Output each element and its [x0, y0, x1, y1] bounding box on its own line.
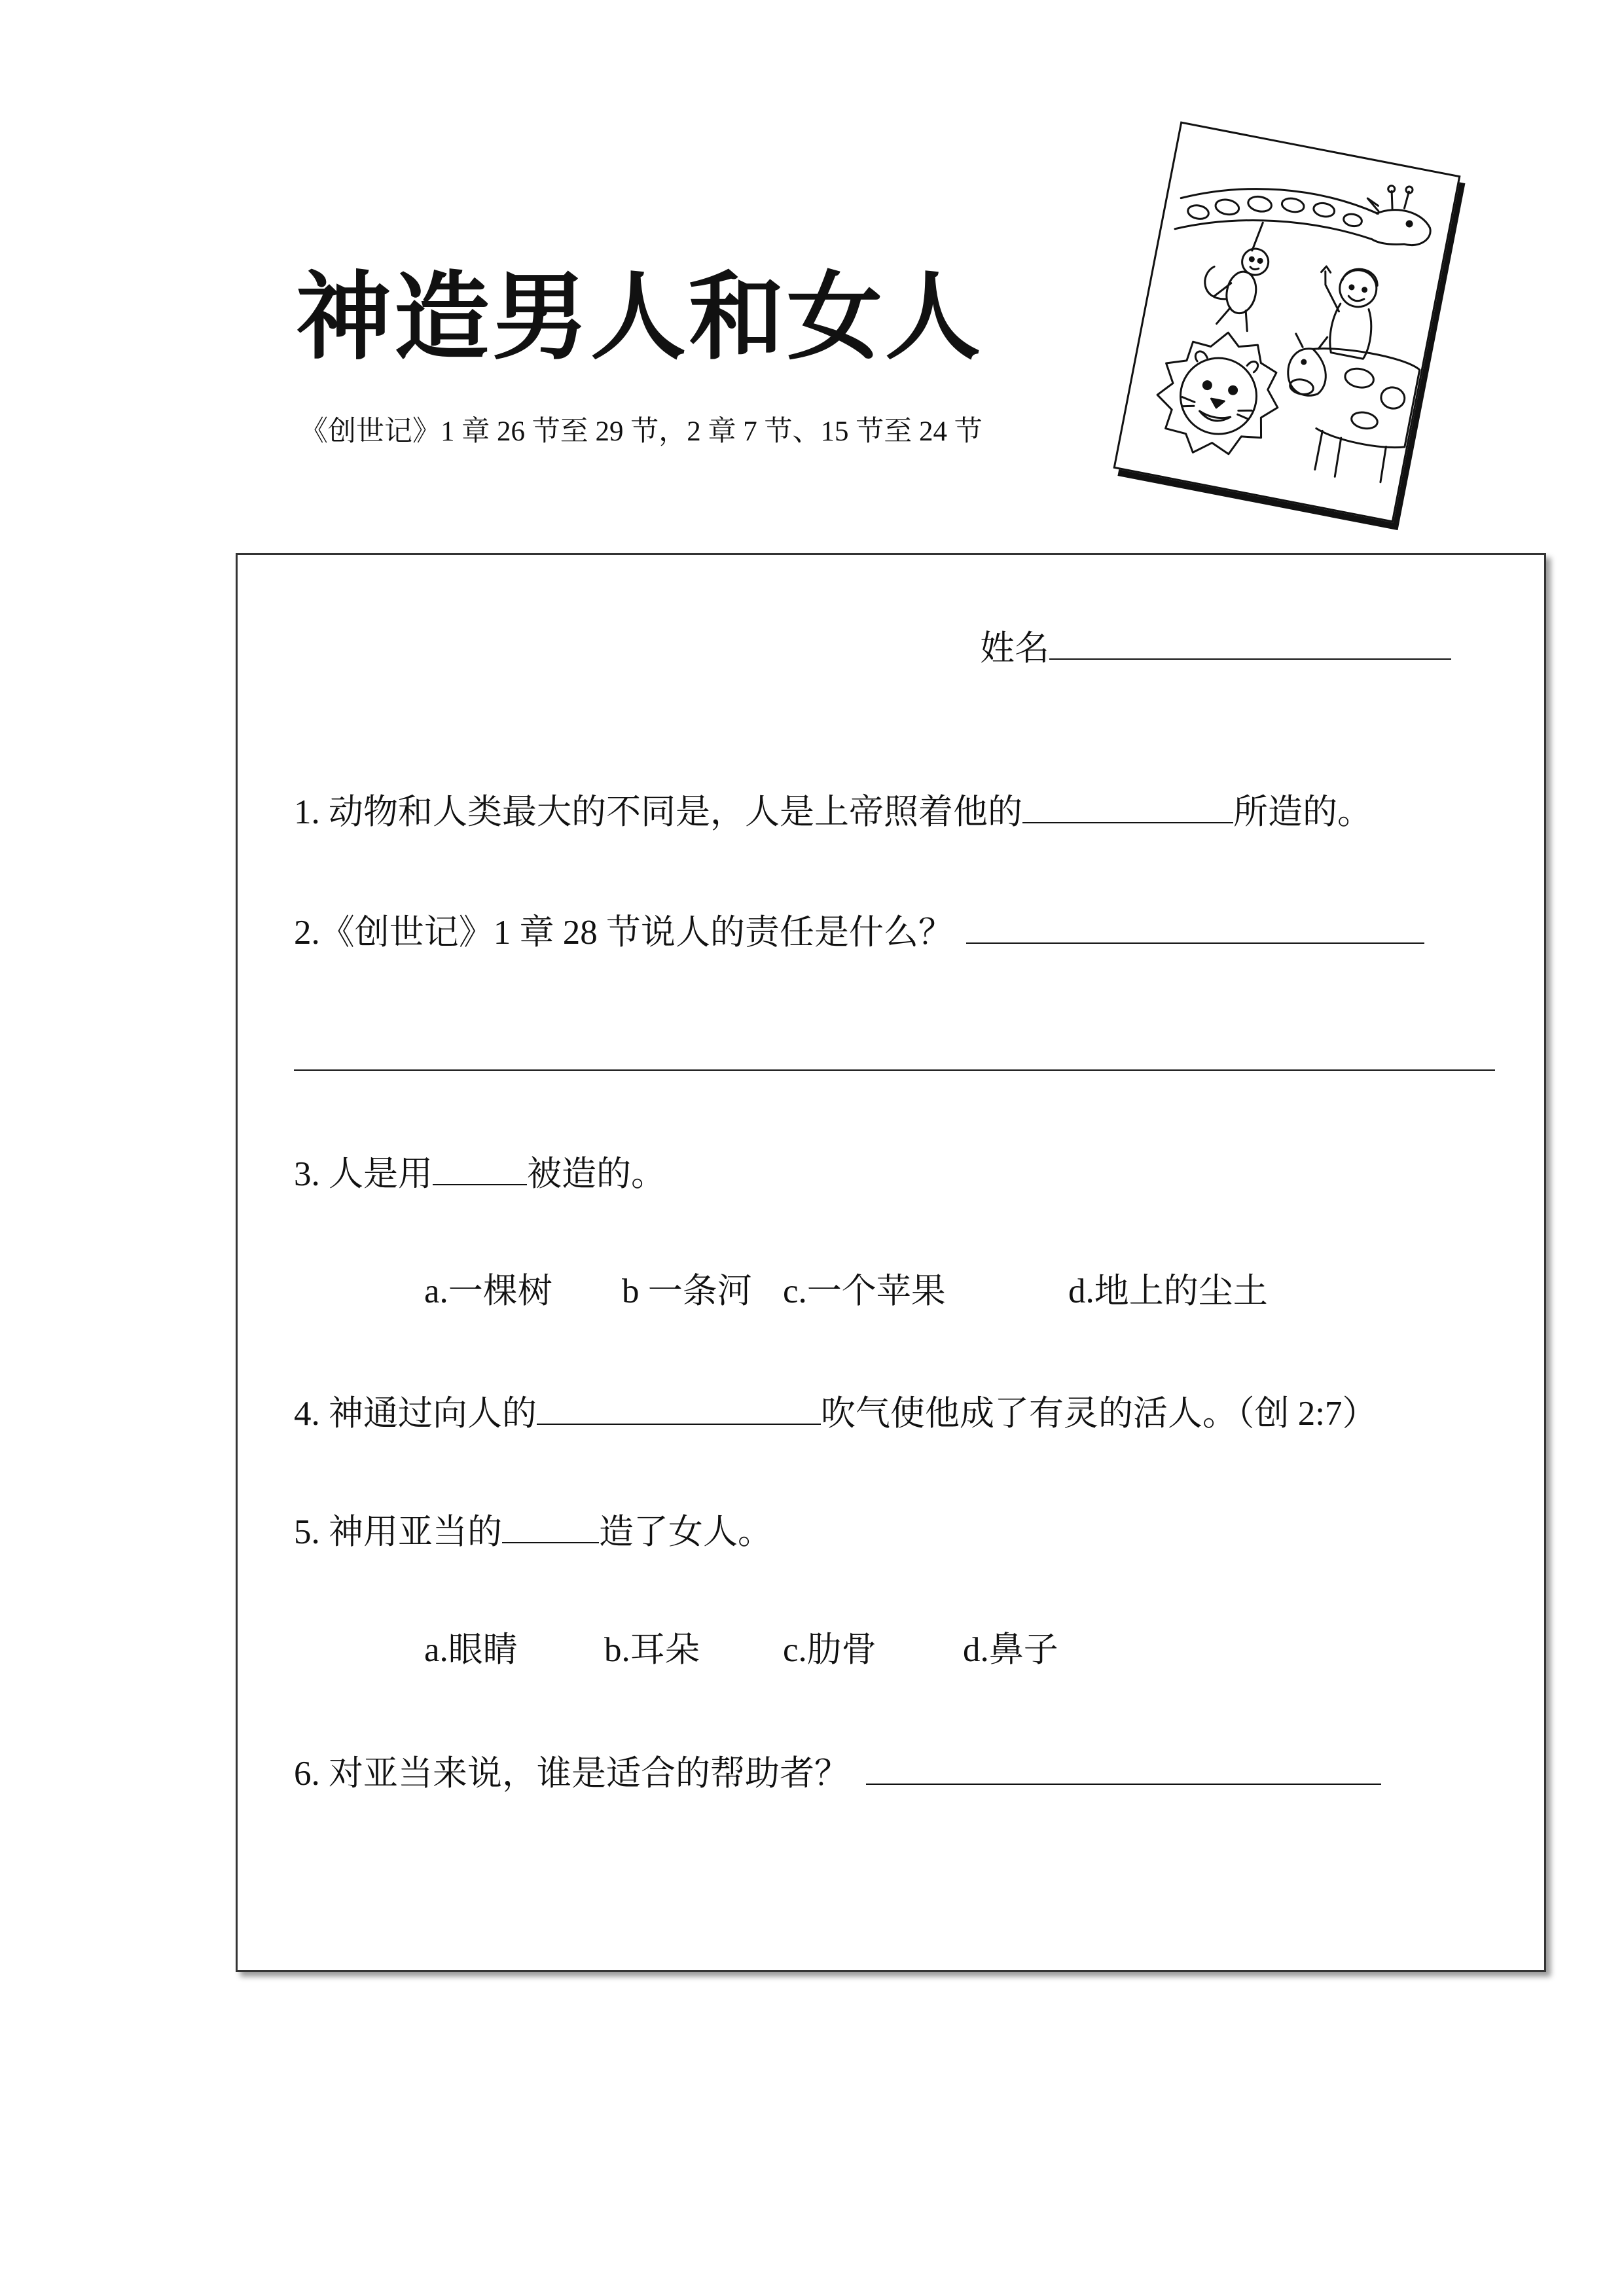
question-1-suffix: 所造的。: [1233, 793, 1372, 831]
question-3-text: 3. 人是用: [294, 1155, 433, 1193]
question-3-option-a: a.一棵树: [424, 1272, 552, 1310]
question-4-suffix: 吹气使他成了有灵的活人。（创 2:7）: [821, 1395, 1377, 1433]
name-row: [980, 622, 1451, 674]
lion-face: [1174, 351, 1263, 440]
page-title: 神造男人和女人: [296, 261, 983, 373]
question-3-suffix: 被造的。: [527, 1155, 666, 1193]
name-label: 姓名: [980, 630, 1049, 668]
giraffe-spot: [1214, 198, 1240, 216]
question-5-option-d: d.鼻子: [963, 1631, 1058, 1669]
giraffe-spot: [1343, 213, 1363, 228]
question-5-options: [0, 1624, 1624, 1676]
man-hand: [1322, 266, 1332, 274]
lion-nose: [1210, 399, 1224, 409]
question-1-text: 1. 动物和人类最大的不同是，人是上帝照着他的: [294, 793, 1022, 831]
cow-eye: [1301, 360, 1306, 365]
lion-mane: [1148, 321, 1290, 467]
question-5: [294, 1505, 772, 1558]
monkey-eye: [1258, 259, 1263, 263]
question-5-option-a: a.眼睛: [424, 1631, 518, 1669]
man-hair: [1343, 266, 1380, 287]
monkey: [1197, 214, 1276, 332]
lion: [1148, 321, 1290, 467]
question-3: [294, 1147, 666, 1200]
cow-head: [1284, 345, 1331, 398]
question-3-option-d: d.地上的尘土: [1068, 1272, 1268, 1310]
man-raised-arm: [1318, 272, 1346, 312]
question-2-answer-line[interactable]: [294, 1069, 1495, 1071]
cow-spot: [1379, 386, 1406, 410]
cow-spot: [1350, 410, 1379, 431]
giraffe-spot: [1312, 202, 1335, 219]
cow-leg: [1314, 431, 1388, 485]
giraffe-neck-bottom: [1175, 199, 1372, 266]
giraffe-spot: [1187, 204, 1210, 221]
giraffe-eye: [1406, 221, 1412, 226]
question-1-blank[interactable]: [1022, 785, 1233, 823]
question-6: [294, 1747, 1381, 1799]
question-5-option-b: b.耳朵: [604, 1631, 700, 1669]
man-eye: [1362, 287, 1367, 292]
giraffe-spot: [1281, 196, 1305, 213]
question-6-text: 6. 对亚当来说，谁是适合的帮助者？: [294, 1755, 849, 1793]
question-1: [294, 785, 1372, 838]
giraffe-ossicone-tip: [1388, 185, 1396, 193]
giraffe: [1175, 144, 1438, 277]
question-5-suffix: 造了女人。: [599, 1513, 772, 1551]
monkey-leg: [1216, 306, 1251, 331]
lion-eye: [1229, 386, 1238, 395]
giraffe-spot: [1247, 195, 1273, 213]
question-6-blank[interactable]: [866, 1747, 1381, 1785]
giraffe-head: [1371, 206, 1434, 251]
question-4-blank[interactable]: [537, 1387, 821, 1425]
giraffe-ossicone-tip: [1405, 186, 1413, 194]
scripture-reference: 《创世记》1 章 26 节至 29 节，2 章 7 节、15 节至 24 节: [300, 416, 983, 447]
question-3-option-c: c.一个苹果: [783, 1272, 946, 1310]
monkey-arm: [1252, 222, 1263, 252]
question-2-text: 2.《创世记》1 章 28 节说人的责任是什么？: [294, 914, 953, 952]
question-4: [294, 1387, 1377, 1439]
question-5-text: 5. 神用亚当的: [294, 1513, 502, 1551]
man: [1307, 262, 1383, 359]
question-3-blank[interactable]: [433, 1147, 527, 1185]
monkey-mouth: [1250, 267, 1259, 270]
name-blank[interactable]: [1049, 622, 1451, 660]
question-3-options: [0, 1265, 1624, 1318]
lion-mouth: [1199, 411, 1231, 423]
creation-animals-illustration-icon: [1115, 124, 1458, 520]
question-4-text: 4. 神通过向人的: [294, 1395, 537, 1433]
question-2-blank[interactable]: [966, 906, 1424, 944]
question-2: [294, 906, 1424, 958]
question-5-blank[interactable]: [502, 1505, 599, 1543]
question-3-option-b: b 一条河: [622, 1272, 752, 1310]
lion-eye: [1202, 381, 1212, 390]
man-eye: [1349, 285, 1354, 289]
question-5-option-c: c.肋骨: [783, 1631, 876, 1669]
cow-spot: [1343, 367, 1375, 390]
monkey-eye: [1250, 257, 1254, 261]
man-smile: [1348, 296, 1364, 302]
creation-illustration-card: [1113, 121, 1460, 522]
